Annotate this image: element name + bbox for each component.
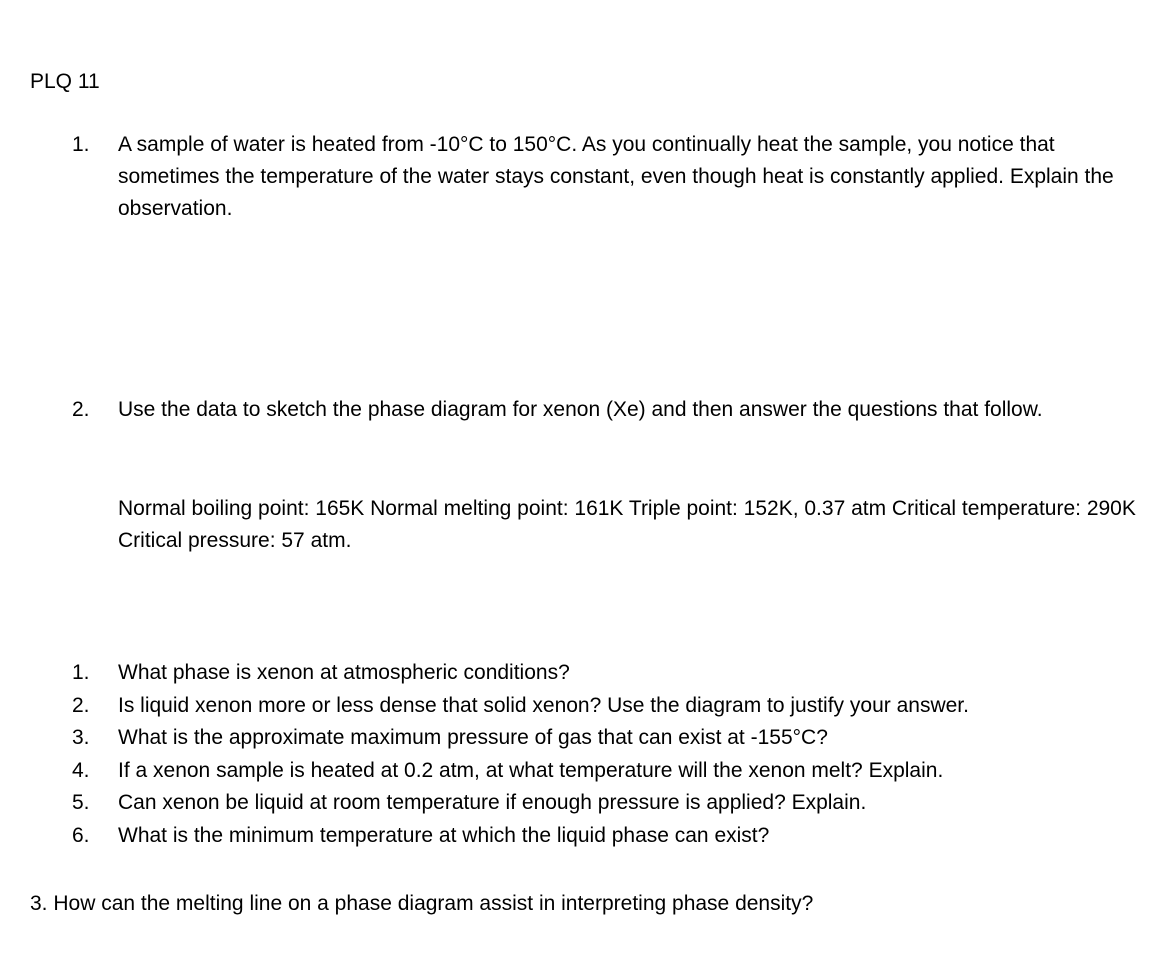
subquestion-text: Can xenon be liquid at room temperature if enough pressure is applied? Explain.: [118, 791, 867, 814]
subquestion-text: What is the approximate maximum pressure of gas that can exist at -155°C?: [118, 726, 828, 749]
subquestion-text: What is the minimum temperature at which the liquid phase can exist?: [118, 823, 770, 847]
subquestion-item: [72, 820, 1162, 853]
question-2-text: Use the data to sketch the phase diagram for xenon (Xe) and then answer the questions that follow.: [118, 398, 1043, 421]
question-2-subquestions: [72, 657, 1162, 852]
question-3-text: 3. How can the melting line on a phase diagram assist in interpreting phase density?: [30, 892, 814, 915]
subquestion-item: [72, 755, 1162, 788]
question-2: [72, 394, 1162, 426]
subquestion-item: [72, 690, 1162, 723]
subquestion-number: 3.: [72, 726, 90, 749]
subquestion-text: Is liquid xenon more or less dense that solid xenon? Use the diagram to justify your answer.: [118, 693, 969, 717]
xenon-data-text: Normal boiling point: 165K Normal melting point: 161K Triple point: 152K, 0.37 atm Critical temperature: 290K Critical pressure: 57 atm.: [118, 497, 1136, 552]
subquestion-number: 6.: [72, 823, 90, 847]
subquestion-item: [72, 787, 1162, 820]
page-title: PLQ 11: [30, 70, 100, 93]
subquestion-item: [72, 722, 1162, 755]
xenon-data-block: [72, 493, 1162, 557]
subquestion-number: 2.: [72, 693, 90, 717]
subquestion-number: 5.: [72, 791, 90, 814]
subquestion-text: What phase is xenon at atmospheric conditions?: [118, 661, 570, 684]
question-1-text: A sample of water is heated from -10°C to 150°C. As you continually heat the sample, you notice that sometimes the temperature of the water stays constant, even though heat is constantly applied. Explain the observation.: [118, 133, 1114, 220]
subquestion-item: [72, 657, 1162, 690]
subquestion-text: If a xenon sample is heated at 0.2 atm, at what temperature will the xenon melt? Explain.: [118, 758, 944, 782]
question-2-number: 2.: [72, 398, 90, 421]
subquestion-number: 4.: [72, 758, 90, 782]
question-1-number: 1.: [72, 133, 90, 156]
subquestion-number: 1.: [72, 661, 90, 684]
question-1: [72, 129, 1162, 225]
